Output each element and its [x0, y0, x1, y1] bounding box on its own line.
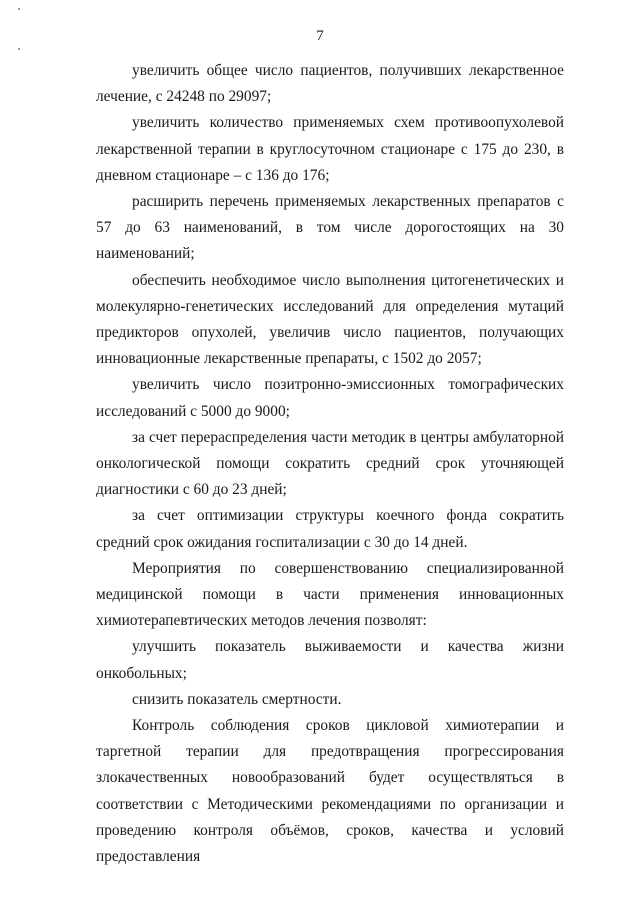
- paragraph-1: увеличить общее число пациентов, получивших лекарственное лечение, с 24248 по 29097;: [96, 62, 564, 106]
- paragraph-10: снизить показатель смертности.: [132, 690, 342, 708]
- page-number: 7: [316, 28, 324, 44]
- paragraph-4: обеспечить необходимое число выполнения цитогенетических и молекулярно-генетических исследований для определения мутаций предикторов опухолей, увеличив число пациентов, получающих инновационные лекарственные препараты, с 1502 до 2057;: [96, 271, 564, 368]
- paragraph-8: Мероприятия по совершенствованию специализированной медицинской помощи в части применения инновационных химиотерапевтических методов лечения позволят:: [96, 559, 564, 630]
- paragraph-3: расширить перечень применяемых лекарственных препаратов с 57 до 63 наименований, в том числе дорогостоящих на 30 наименований;: [96, 193, 564, 263]
- document-body: [96, 58, 564, 870]
- paragraph-7: за счет оптимизации структуры коечного фонда сократить средний срок ожидания госпитализации с 30 до 14 дней.: [96, 507, 564, 551]
- paragraph-11: Контроль соблюдения сроков цикловой химиотерапии и таргетной терапии для предотвращения прогрессирования злокачественных новообразований будет осуществляться в соответствии с Методическими рекомендациями по организации и проведению контроля объёмов, сроков, качества и условий предоставления: [96, 717, 564, 866]
- paragraph-9: улучшить показатель выживаемости и качества жизни онкобольных;: [96, 638, 564, 682]
- paragraph-5: увеличить число позитронно-эмиссионных томографических исследований с 5000 до 9000;: [96, 376, 564, 420]
- paragraph-6: за счет перераспределения части методик в центры амбулаторной онкологической помощи сократить средний срок уточняющей диагностики с 60 до 23 дней;: [96, 428, 564, 499]
- paragraph-2: увеличить количество применяемых схем противоопухолевой лекарственной терапии в круглосуточном стационаре с 175 до 230, в дневном стационаре – с 136 до 176;: [96, 114, 564, 184]
